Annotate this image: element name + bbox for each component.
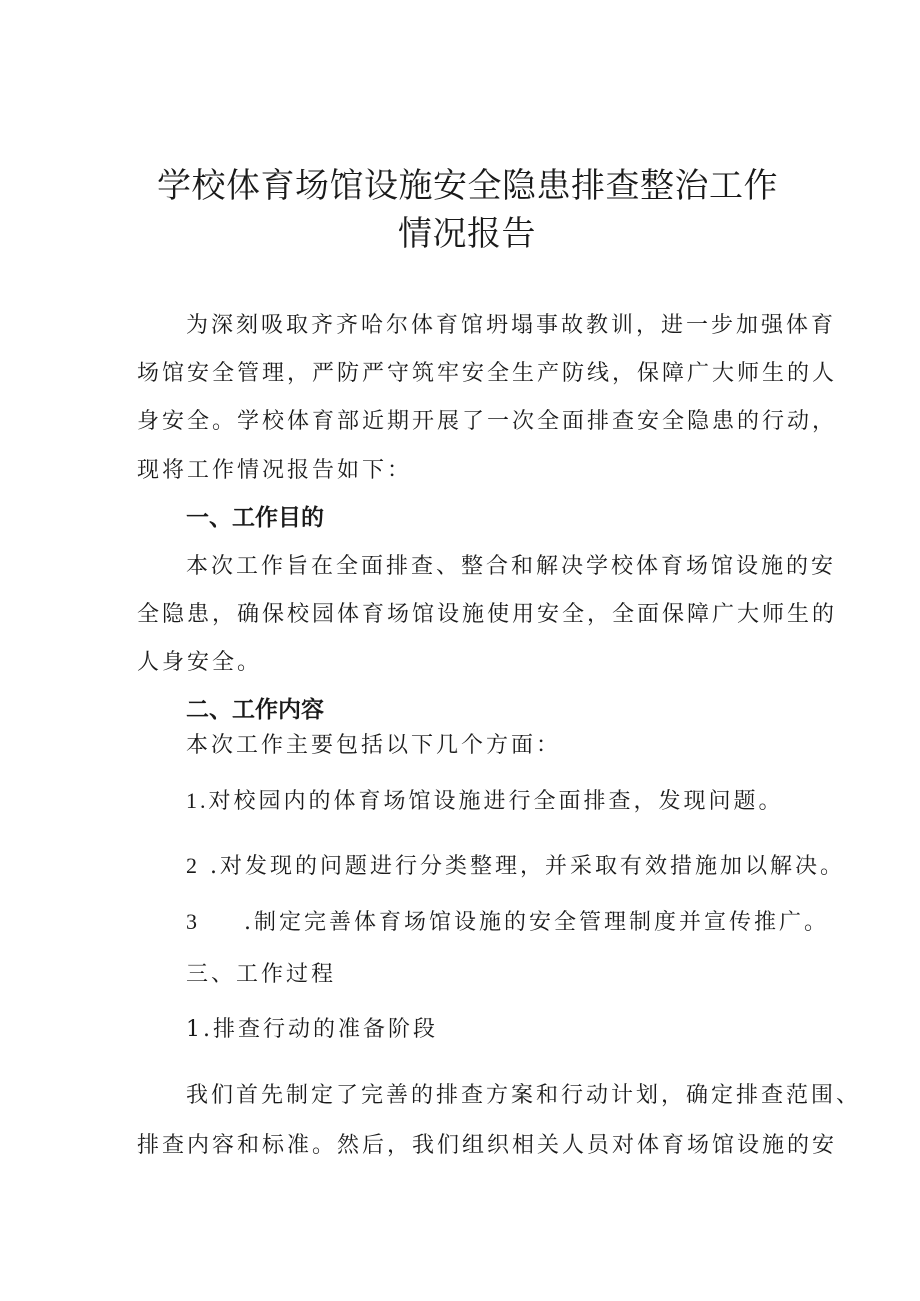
section3-heading: 三、工作过程 <box>186 962 337 987</box>
list-item-number: 2 <box>186 853 200 878</box>
section3-body-line: 我们首先制定了完善的排查方案和行动计划，确定排查范围、 <box>186 1083 862 1108</box>
section2-heading: 二、工作内容 <box>186 697 324 723</box>
intro-line: 身安全。学校体育部近期开展了一次全面排查安全隐患的行动， <box>137 409 838 434</box>
section1-body-line: 人身安全。 <box>137 650 263 675</box>
section2-lead: 本次工作主要包括以下几个方面： <box>186 733 562 758</box>
list-item-text: .对发现的问题进行分类整理，并采取有效措施加以解决。 <box>210 854 845 879</box>
list-item <box>186 788 784 815</box>
list-item <box>186 909 829 936</box>
list-item-number: 3 <box>186 909 200 934</box>
section1-body-line: 本次工作旨在全面排查、整合和解决学校体育场馆设施的安 <box>186 554 837 579</box>
section1-heading: 一、工作目的 <box>186 505 324 531</box>
list-item-text: 对校园内的体育场馆设施进行全面排查，发现问题。 <box>208 789 784 814</box>
section3-subheading: 1.排查行动的准备阶段 <box>186 1017 438 1042</box>
intro-line: 现将工作情况报告如下： <box>137 458 413 483</box>
intro-line: 为深刻吸取齐齐哈尔体育馆坍塌事故教训，进一步加强体育 <box>186 313 837 338</box>
list-item <box>186 853 845 880</box>
list-item-text: .制定完善体育场馆设施的安全管理制度并宣传推广。 <box>244 910 829 935</box>
section3-body-line: 排查内容和标准。然后，我们组织相关人员对体育场馆设施的安 <box>137 1133 838 1158</box>
page-title-line1: 学校体育场馆设施安全隐患排查整治工作 <box>157 166 778 206</box>
page-title-line2: 情况报告 <box>398 214 536 254</box>
intro-line: 场馆安全管理，严防严守筑牢安全生产防线，保障广大师生的人 <box>137 361 838 386</box>
section1-body-line: 全隐患，确保校园体育场馆设施使用安全，全面保障广大师生的 <box>137 602 838 627</box>
list-item-number: 1. <box>186 788 209 813</box>
